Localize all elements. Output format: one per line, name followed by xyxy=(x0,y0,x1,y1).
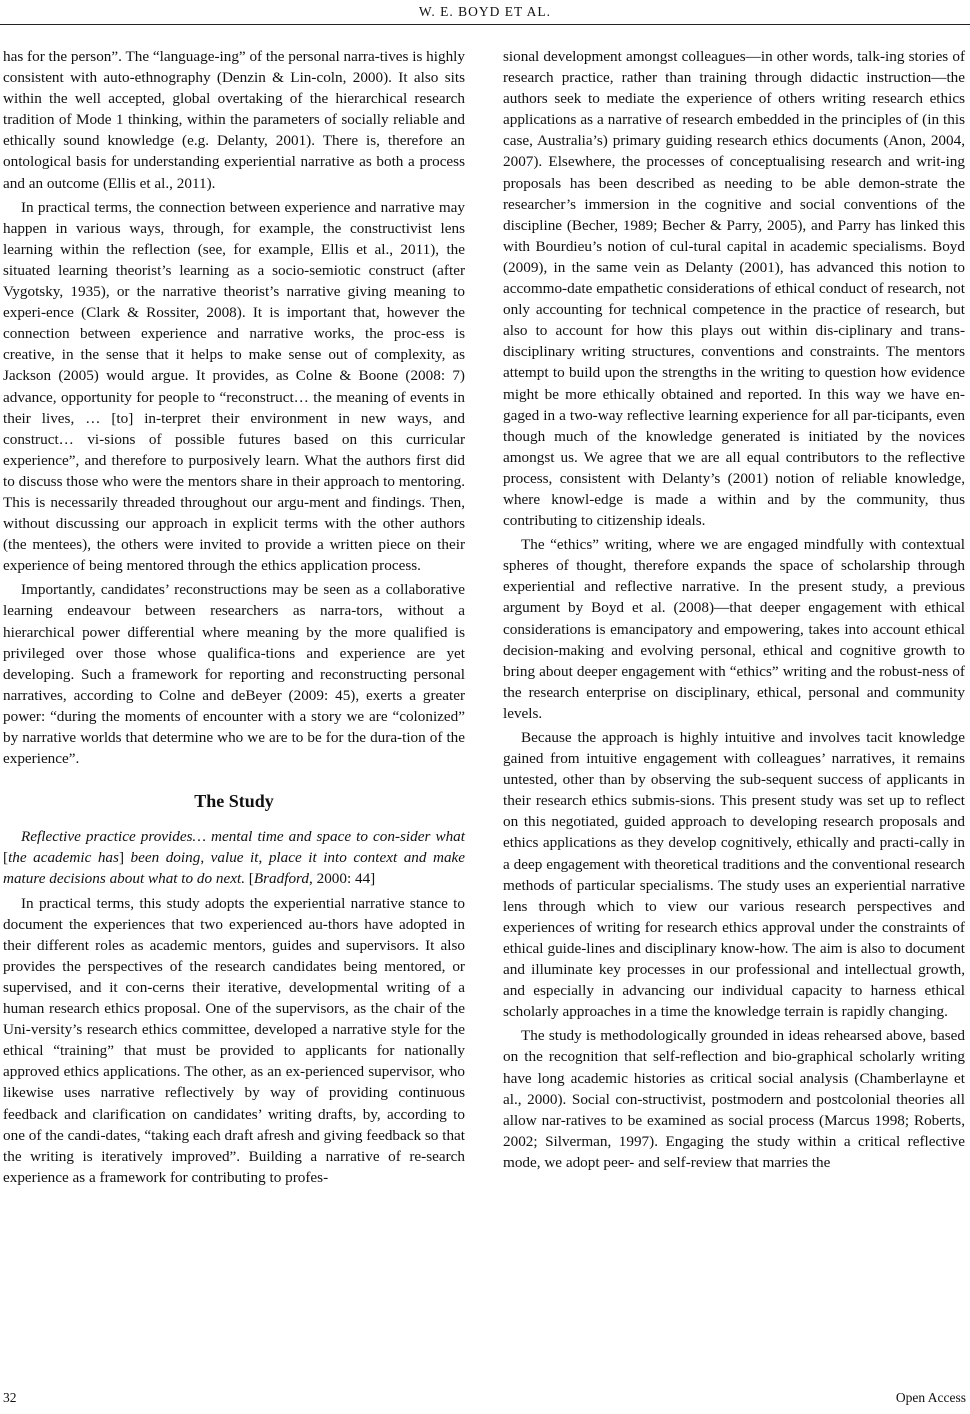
epigraph-citation-author: Bradford xyxy=(253,870,309,888)
epigraph-comma: , xyxy=(258,849,269,867)
left-paragraph-3: Importantly, candidates’ reconstructions may be seen as a collaborative learning endeavour between researchers as narra-tors, without a hierarchical power differential where meaning by the more qualified is privileged over those whose qualifica-tions and experience are yet developing. Such a framework for reporting and reconstructing personal narratives, according to Colne and deBeyer (2009: 45), exerts a greater power: “during the moments of encounter with a story we are “colonized” by narrative worlds that determine who we are to be for the dura-tion of the experience”. xyxy=(3,581,465,768)
right-column xyxy=(503,46,965,1173)
page-number: 32 xyxy=(3,1390,17,1405)
running-head: W. E. BOYD ET AL. xyxy=(418,4,552,19)
left-paragraph-2: In practical terms, the connection between experience and narrative may happen in various ways, through, for example, the constructivist lens learning within the reflection (see, for example, Ellis et al., 2011), the situated learning theorist’s learning as a socio-semiotic construct (after Vygotsky, 1935), or the narrative theorist’s narrative giving meaning to experi-ence (Clark & Rossiter, 2008). It is important that, however the connection between experience and narrative works, the proc-ess is creative, in the sense that it helps to make sense out of complexity, as Jackson (2005) would argue. It provides, as Colne & Boone (2008: 7) advance, opportunity for people to “reconstruct… the meaning of events in their lives, … [to] in-terpret their environment in new ways, and construct… vi-sions of possible futures based on this curricular experience”, and therefore to purposively learn. What the authors first did to discuss those who were the mentors share in their approach to mentoring. This is necessarily threaded throughout our argu-ment and findings. Then, without discussing our approach in explicit terms with the other authors (the mentees), the others were invited to provide a written piece on their experience of being mentored through the ethics application process. xyxy=(3,198,465,575)
epigraph xyxy=(3,826,465,889)
epigraph-comma: , xyxy=(200,849,211,867)
epigraph-part: been doing xyxy=(130,849,201,867)
epigraph-part: value it xyxy=(210,849,259,867)
right-paragraph-2: The “ethics” writing, where we are engaged mindfully with contextual spheres of thought, therefore expands the space of scholarship through experiential and reflective narrative. In the present study, a previous argument by Boyd et al. (2008)—that deeper engagement with ethical considerations is emancipatory and empowering, takes into account ethical decision-making and evolving personal, ethical and cognitive growth to bring about deeper engagement with “ethics” writing and the robust-ness of the research enterprise on disciplinary, ethical, personal and community levels. xyxy=(503,536,965,722)
journal-label: Open Access xyxy=(895,1390,966,1405)
right-paragraph-4: The study is methodologically grounded in ideas rehearsed above, based on the recognition that self-reflection and bio-graphical scholarly writing have long academic histories as critical social analysis (Chamberlayne et al., 2000). Social con-structivist, postmodern and postcolonial theories all allow nar-ratives to be examined as social process (Marcus 1998; Roberts, 2002; Silverman, 1997). Engaging the study within a critical reflective mode, we adopt peer- and self-review that marries the xyxy=(503,1027,965,1171)
left-column xyxy=(3,46,465,1188)
left-paragraph-1: has for the person”. The “language-ing” of the personal narra-tives is highly consistent with auto-ethnography (Denzin & Lin-coln, 2000). It also sits within the well accepted, global overtaking of the hierarchical research tradition of Mode 1 thinking, within the parameters of socially reliable and ethically sound knowledge (e.g. Delanty, 2001). There is, therefore an ontological basis for understanding experiential narrative as both a process and an outcome (Ellis et al., 2011). xyxy=(3,48,465,192)
epigraph-part: the academic has xyxy=(8,849,119,867)
section-title: The Study xyxy=(194,791,274,812)
epigraph-citation-year: , 2000: 44] xyxy=(309,870,376,888)
header-rule xyxy=(0,24,970,25)
right-paragraph-1: sional development amongst colleagues—in other words, talk-ing stories of research practice, rather than training through didactic instruction—the authors seek to mediate the experience of others writing research ethics applications as a narrative of research embedded in the principles of (in this case, Australia’s) primary guiding research ethics documents (Anon, 2004, 2007). Elsewhere, the processes of conceptualising research and writ-ing proposals has been described as needing to be able demon-strate the researcher’s immersion in the cognitive and social conventions of the discipline (Becher, 1989; Becher & Parry, 2005), and Parry has linked this with Bourdieu’s notion of cul-tural capital in academic specialisms. Boyd (2009), in the same vein as Delanty (2001), has advanced this notion to accommo-date empathetic considerations of ethical conduct of research, not only accounting for technical competence in the practice of research, but also to account for how this plays out within dis-ciplinary and trans-disciplinary writing structures, conventions and constraints. The mentors attempt to build upon the strengths in the writing to question how evidence might be more ethically obtained and reported. In this way we have en-gaged in a two-way reflective learning experience for all par-ticipants, even though much of the knowledge generated is initiated by the novices amongst us. We agree that we are all equal contributors to the reflective process, consistent with Delanty’s (2001) notion of reliable knowledge, where knowl-edge is made a within and by the community, thus contributing to citizenship ideals. xyxy=(503,48,965,530)
epigraph-citation-open: [ xyxy=(245,870,254,888)
epigraph-part: Reflective practice provides… mental time and space to con-sider what xyxy=(21,828,465,846)
right-paragraph-3: Because the approach is highly intuitive and involves tacit knowledge gained from intuitive engagement with colleagues’ narratives, it remains untested, other than by observing the sub-sequent success of applicants in their research ethics submis-sions. This present study was set up to reflect on this negotiated, guided approach to developing research proposals and ethics applications as they develop cognitively, ethically and practi-cally in a deep engagement with theoretical traditions and the conventional research methods of particular specialisms. The study uses an experiential narrative lens through which to view our various research perspectives and experiences of writing for research ethics approval under the constraints of ethical guide-lines and disciplinary know-how. The aim is also to document and illuminate key processes in our professional and intellectual growth, and especially in advancing our individual capacity to harness ethical scholarly approaches in a time the knowledge terrain is rapidly changing. xyxy=(503,729,965,1021)
epigraph-part: place it into context and make mature decisions about what to do next. xyxy=(3,849,466,888)
epigraph-bracket: ] xyxy=(118,849,131,867)
left-paragraph-4: In practical terms, this study adopts the experiential narrative stance to document the experiences that two experienced au-thors have adopted in their different roles as academic mentors, guides and supervisors. It also provides the perspectives of the research candidates being mentored, or supervised, and it con-cerns their iterative, developmental writing of a human research ethics proposal. One of the supervisors, as the chair of the Uni-versity’s research ethics committee, developed a narrative style for the ethical “training” that must be provided to applicants for nationally approved ethics applications. The other, as an ex-perienced supervisor, who likewise uses narrative reflectively by way of providing continuous feedback and clarification on candidates’ writing drafts, by, according to one of the candi-dates, “taking each draft afresh and giving feedback so that the writing is iteratively improved”. Building a narrative of re-search experience as a framework for contributing to profes- xyxy=(3,894,465,1186)
epigraph-bracket: [ xyxy=(3,849,9,867)
